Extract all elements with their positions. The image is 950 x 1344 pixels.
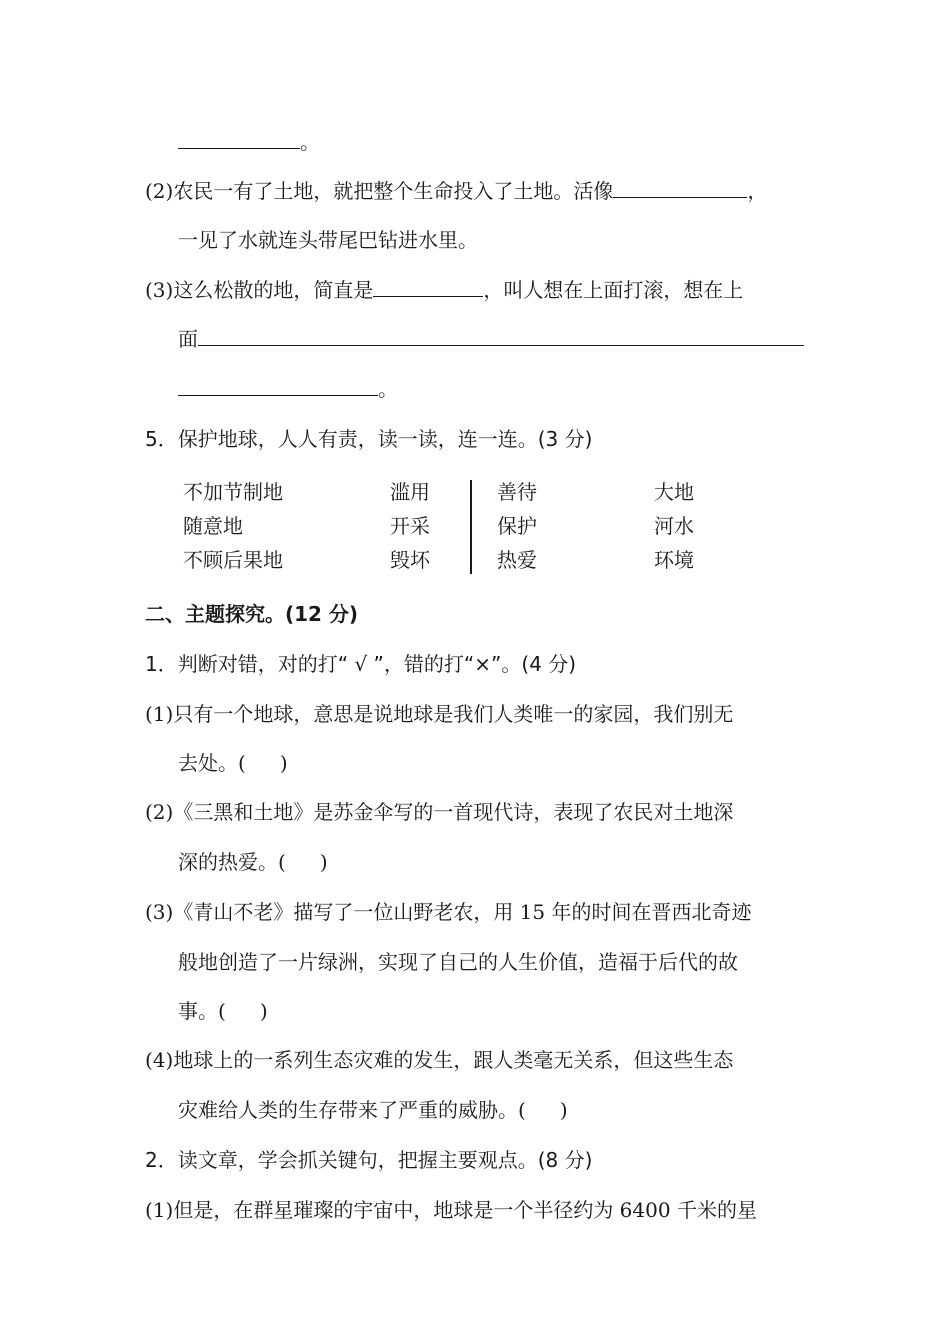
match-right-1-b[interactable]: 保护 bbox=[497, 514, 537, 538]
q4-line1: 。 bbox=[178, 128, 320, 156]
q5-title: 5．保护地球，人人有责，读一读，连一连。(3 分) bbox=[145, 427, 593, 451]
q4-item3-line3: 。 bbox=[178, 375, 398, 403]
q1-item4-line2: 灾难给人类的生存带来了严重的威胁。( ) bbox=[178, 1098, 568, 1122]
q1-item3-line1: (3)《青山不老》描写了一位山野老农，用 15 年的时间在晋西北奇迹 bbox=[145, 900, 752, 924]
fill-blank[interactable] bbox=[178, 375, 378, 396]
fill-blank[interactable] bbox=[373, 276, 483, 297]
q1-title: 1．判断对错，对的打“ √ ”，错的打“×”。(4 分) bbox=[145, 652, 577, 676]
divider bbox=[470, 480, 472, 574]
q4-item2-line2: 一见了水就连头带尾巴钻进水里。 bbox=[178, 228, 478, 252]
match-right-1-a[interactable]: 善待 bbox=[497, 480, 537, 504]
q1-item1-line1: (1)只有一个地球，意思是说地球是我们人类唯一的家园，我们别无 bbox=[145, 702, 734, 726]
q1-item4-line1: (4)地球上的一系列生态灾难的发生，跟人类毫无关系，但这些生态 bbox=[145, 1048, 734, 1072]
match-left-2-a[interactable]: 滥用 bbox=[390, 480, 430, 504]
q1-item3-line3: 事。( ) bbox=[178, 999, 268, 1023]
q1-item2-line1: (2)《三黑和土地》是苏金伞写的一首现代诗，表现了农民对土地深 bbox=[145, 800, 734, 824]
q4-item2-line1: (2)农民一有了土地，就把整个生命投入了土地。活像 ， bbox=[145, 179, 768, 203]
q2-title: 2．读文章，学会抓关键句，把握主要观点。(8 分) bbox=[145, 1148, 593, 1172]
match-right-1-c[interactable]: 热爱 bbox=[497, 548, 537, 572]
q1-item1-line2: 去处。( ) bbox=[178, 751, 288, 775]
match-left-1-a[interactable]: 不加节制地 bbox=[183, 480, 283, 504]
match-left-1-b[interactable]: 随意地 bbox=[183, 514, 243, 538]
q2-item1-line1: (1)但是，在群星璀璨的宇宙中，地球是一个半径约为 6400 千米的星 bbox=[145, 1198, 757, 1222]
match-left-2-b[interactable]: 开采 bbox=[390, 514, 430, 538]
section2-title: 二、主题探究。(12 分) bbox=[145, 602, 359, 626]
fill-blank[interactable] bbox=[613, 177, 747, 198]
match-right-2-c[interactable]: 环境 bbox=[654, 548, 694, 572]
q1-item3-line2: 般地创造了一片绿洲，实现了自己的人生价值，造福于后代的故 bbox=[178, 950, 738, 974]
match-left-2-c[interactable]: 毁坏 bbox=[390, 548, 430, 572]
fill-blank[interactable] bbox=[178, 128, 300, 149]
match-left-1-c[interactable]: 不顾后果地 bbox=[183, 548, 283, 572]
q1-item2-line2: 深的热爱。( ) bbox=[178, 850, 328, 874]
q4-item3-line2: 面 bbox=[178, 325, 804, 353]
match-right-2-a[interactable]: 大地 bbox=[654, 480, 694, 504]
fill-blank[interactable] bbox=[198, 325, 804, 346]
match-right-2-b[interactable]: 河水 bbox=[654, 514, 694, 538]
q4-item3-line1: (3)这么松散的地，简直是 ，叫人想在上面打滚，想在上 bbox=[145, 278, 744, 302]
